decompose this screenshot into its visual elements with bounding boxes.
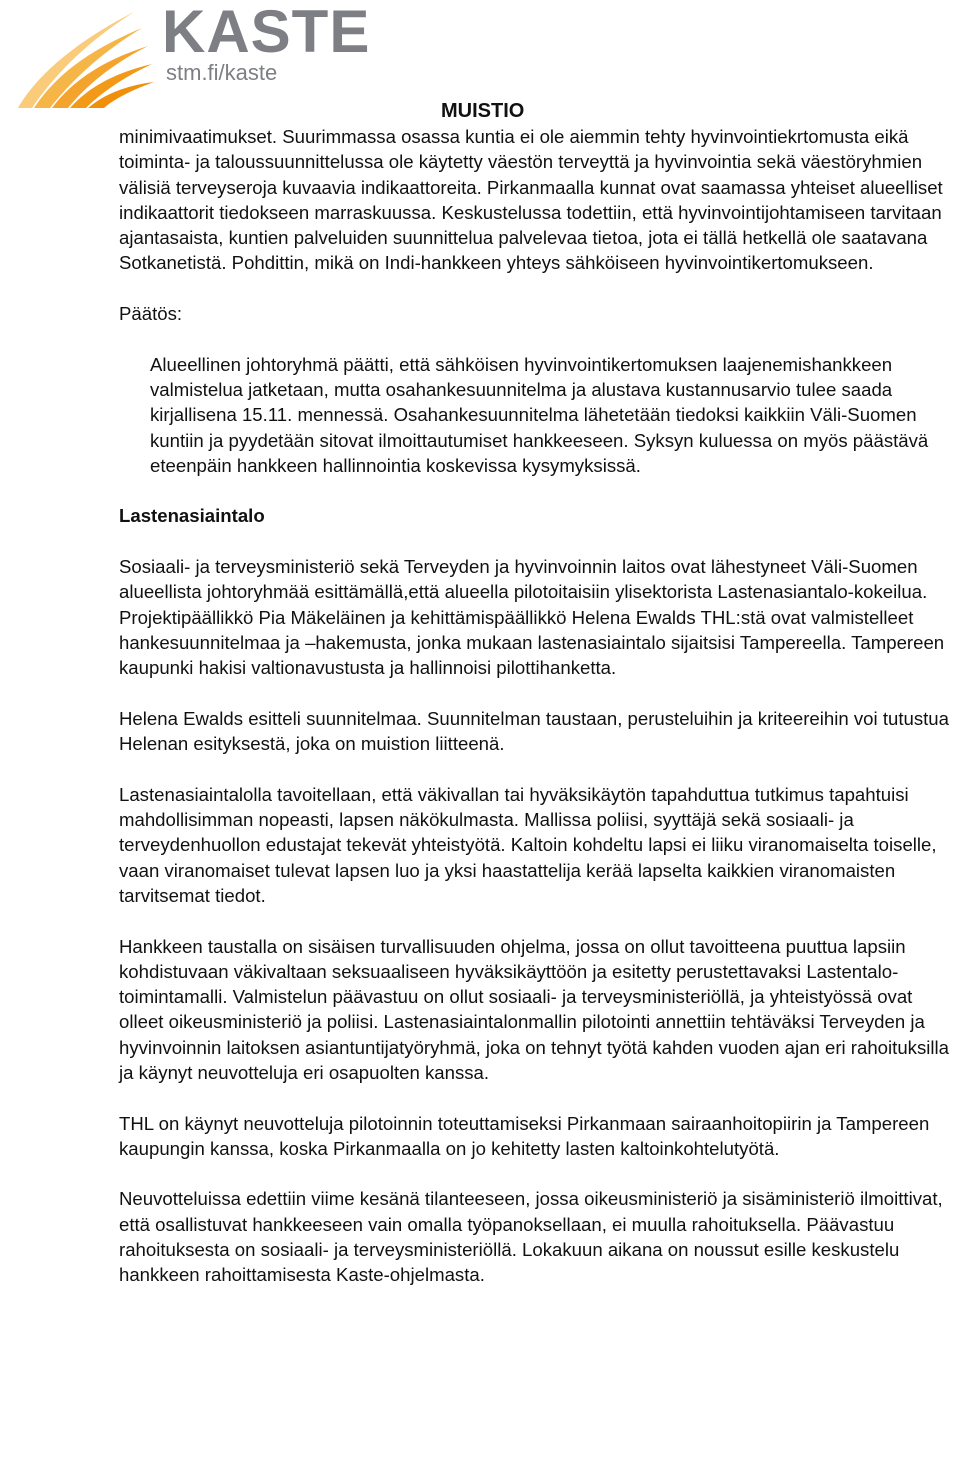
paragraph-5: THL on käynyt neuvotteluja pilotoinnin toteuttamiseksi Pirkanmaan sairaanhoitopiirin ja Tampereen kaupungin kanssa, koska Pirkanmaalla on jo kehitetty lasten kaltoinkohtelutyötä. [119, 1112, 930, 1159]
logo-url: stm.fi/kaste [166, 60, 278, 85]
paragraph-4: Hankkeen taustalla on sisäisen turvallisuuden ohjelma, jossa on ollut tavoitteena puuttua lapsiin kohdistuvaan väkivaltaan seksuaaliseen hyväksikäyttöön ja esitetty perustettavaksi Lastentalo-toimintamalli. Valmistelun päävastuu on ollut sosiaali- ja terveysministeriöllä, ja yhteistyössä ovat olleet oikeusministeriö ja poliisi. Lastenasiaintalonmallin pilotointi annettiin tehtäväksi Terveyden ja hyvinvoinnin laitoksen asiantuntijatyöryhmä, joka on tehnyt työtä kahden vuoden ajan eri rahoituksilla ja käynyt neuvotteluja eri osapuolten kanssa. [119, 935, 949, 1083]
kaste-logo-sun-icon [14, 0, 164, 112]
decision-label: Päätös: [119, 303, 183, 325]
paragraph-2: Helena Ewalds esitteli suunnitelmaa. Suunnitelman taustaan, perusteluihin ja kriteereihin voi tutustua Helenan esityksestä, joka on muistion liitteenä. [119, 707, 949, 755]
logo-wordmark: KASTE [162, 0, 371, 65]
paragraph-3: Lastenasiaintalolla tavoitellaan, että väkivallan tai hyväksikäytön tapahduttua tutkimus tapahtuisi mahdollisimman nopeasti, lapsen näkökulmasta. Mallissa poliisi, syyttäjä sekä sosiaali- ja terveydenhuollon edustajat tekevät yhteistyötä. Kaltoin kohdeltu lapsi ei liiku viranomaiselta toiselle, vaan viranomaiset tulevat lapsen luo ja yksi haastattelija kerää lapselta kaikkien viranomaisten tarvitsemat tiedot. [119, 783, 937, 906]
paragraph-6: Neuvotteluissa edettiin viime kesänä tilanteeseen, jossa oikeusministeriö ja sisäministeriö ilmoittivat, että osallistuvat hankkeeseen vain omalla työpanoksellaan, ei muulla rahoituksella. Päävastuu rahoituksesta on sosiaali- ja terveysministeriöllä. Lokakuun aikana on noussut esille keskustelu hankkeen rahoittamisesta Kaste-ohjelmasta. [119, 1188, 943, 1286]
document-body [119, 124, 959, 1288]
paragraph-1: Sosiaali- ja terveysministeriö sekä Terveyden ja hyvinvoinnin laitos ovat lähestyneet Väli-Suomen alueellista johtoryhmää esittämällä,että alueella pilotoitaisiin ylisektorista Lastenasiantalo-kokeilua. Projektipäällikkö Pia Mäkeläinen ja kehittämispäällikkö Helena Ewalds THL:stä ovat valmistelleet hankesuunnitelmaa ja –hakemusta, jonka mukaan lastenasiaintalo sijaitsisi Tampereella. Tampereen kaupunki hakisi valtionavustusta ja hallinnoisi pilottihanketta. [119, 556, 945, 679]
memo-title: MUISTIO [441, 100, 525, 122]
decision-paragraph: Alueellinen johtoryhmä päätti, että sähköisen hyvinvointikertomuksen laajenemishankkeen valmistelua jatketaan, mutta osahankesuunnitelma ja alustava kustannusarvio tulee saada kirjallisena 15.11. mennessä. Osahankesuunnitelma lähetetään tiedoksi kaikkiin Väli-Suomen kuntiin ja pyydetään sitovat ilmoittautumiset hankkeeseen. Syksyn kuluessa on myös päästävä eteenpäin hankkeen hallinnointia koskevissa kysymyksissä. [150, 353, 929, 476]
section-heading: Lastenasiaintalo [119, 505, 265, 527]
intro-paragraph: minimivaatimukset. Suurimmassa osassa kuntia ei ole aiemmin tehty hyvinvointiekrtomusta eikä toiminta- ja taloussuunnittelussa ole käytetty väestön terveyttä ja hyvinvointia sekä väestöryhmien välisiä terveyseroja kuvaavia indikaattoreita. Pirkanmaalla kunnat ovat saamassa yhteiset alueelliset indikaattorit tiedokseen marraskuussa. Keskustelussa todettiin, että hyvinvointijohtamiseen tarvitaan ajantasaista, kuntien palveluiden suunnittelua palvelevaa tietoa, jota ei tällä hetkellä ole saatavana Sotkanetistä. Pohdittin, mikä on Indi-hankkeen yhteys sähköiseen hyvinvointikertomukseen. [119, 126, 943, 274]
kaste-logo [14, 0, 371, 112]
